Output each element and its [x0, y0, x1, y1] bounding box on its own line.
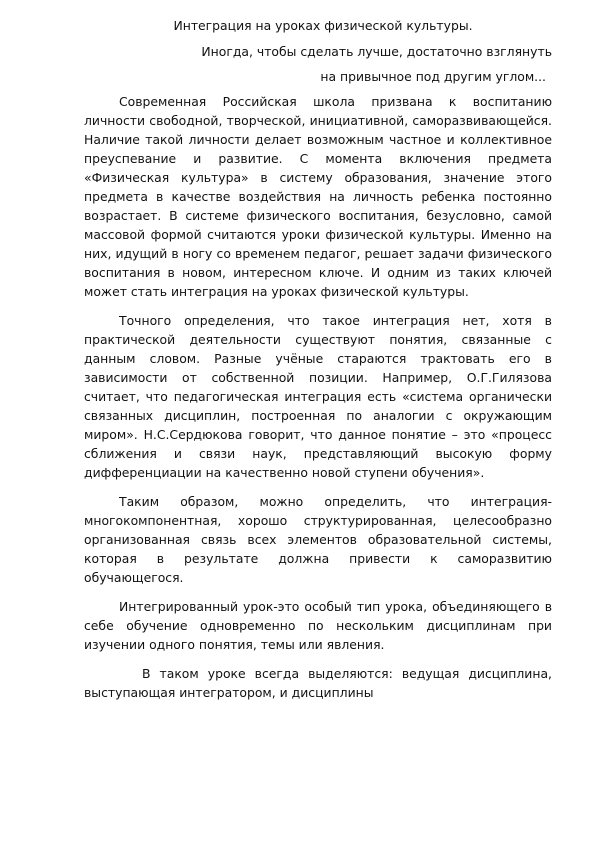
epigraph-line-1: Иногда, чтобы сделать лучше, достаточно взглянуть — [201, 44, 552, 59]
document-title: Интеграция на уроках физической культуры. — [173, 18, 473, 33]
epigraph-line-2: на привычное под другим углом... — [320, 69, 546, 84]
paragraph-3: Таким образом, можно определить, что интеграция-многокомпонентная, хорошо структурированная, целесообразно организованная связь всех элементов образовательной системы, которая в результате должна привести к саморазвитию обучающегося. — [84, 494, 552, 585]
paragraph-2: Точного определения, что такое интеграция нет, хотя в практической деятельности существуют понятия, связанные с данным словом. Разные учёные стараются трактовать его в зависимости от собственной позиции. Например, О.Г.Гилязова считает, что педагогическая интеграция есть «система органически связанных дисциплин, построенная по аналогии с окружающим миром». Н.С.Сердюкова говорит, что данное понятие – это «процесс сближения и связи наук, представляющий высокую форму дифференциации на качественно новой ступени обучения». — [84, 313, 552, 480]
paragraph-5: В таком уроке всегда выделяются: ведущая дисциплина, выступающая интегратором, и дисциплины — [84, 666, 552, 700]
document-page — [84, 16, 552, 702]
paragraph-4: Интегрированный урок-это особый тип урока, объединяющего в себе обучение одновременно по нескольким дисциплинам при изучении одного понятия, темы или явления. — [84, 599, 552, 652]
paragraph-1: Современная Российская школа призвана к воспитанию личности свободной, творческой, инициативной, саморазвивающейся. Наличие такой личности делает возможным частное и коллективное преуспевание и развитие. С момента включения предмета «Физическая культура» в систему образования, значение этого предмета в качестве воздействия на личность ребенка постоянно возрастает. В системе физического воспитания, безусловно, самой массовой формой считаются уроки физической культуры. Именно на них, идущий в ногу со временем педагог, решает задачи физического воспитания в новом, интересном ключе. И одним из таких ключей может стать интеграция на уроках физической культуры. — [84, 94, 552, 299]
